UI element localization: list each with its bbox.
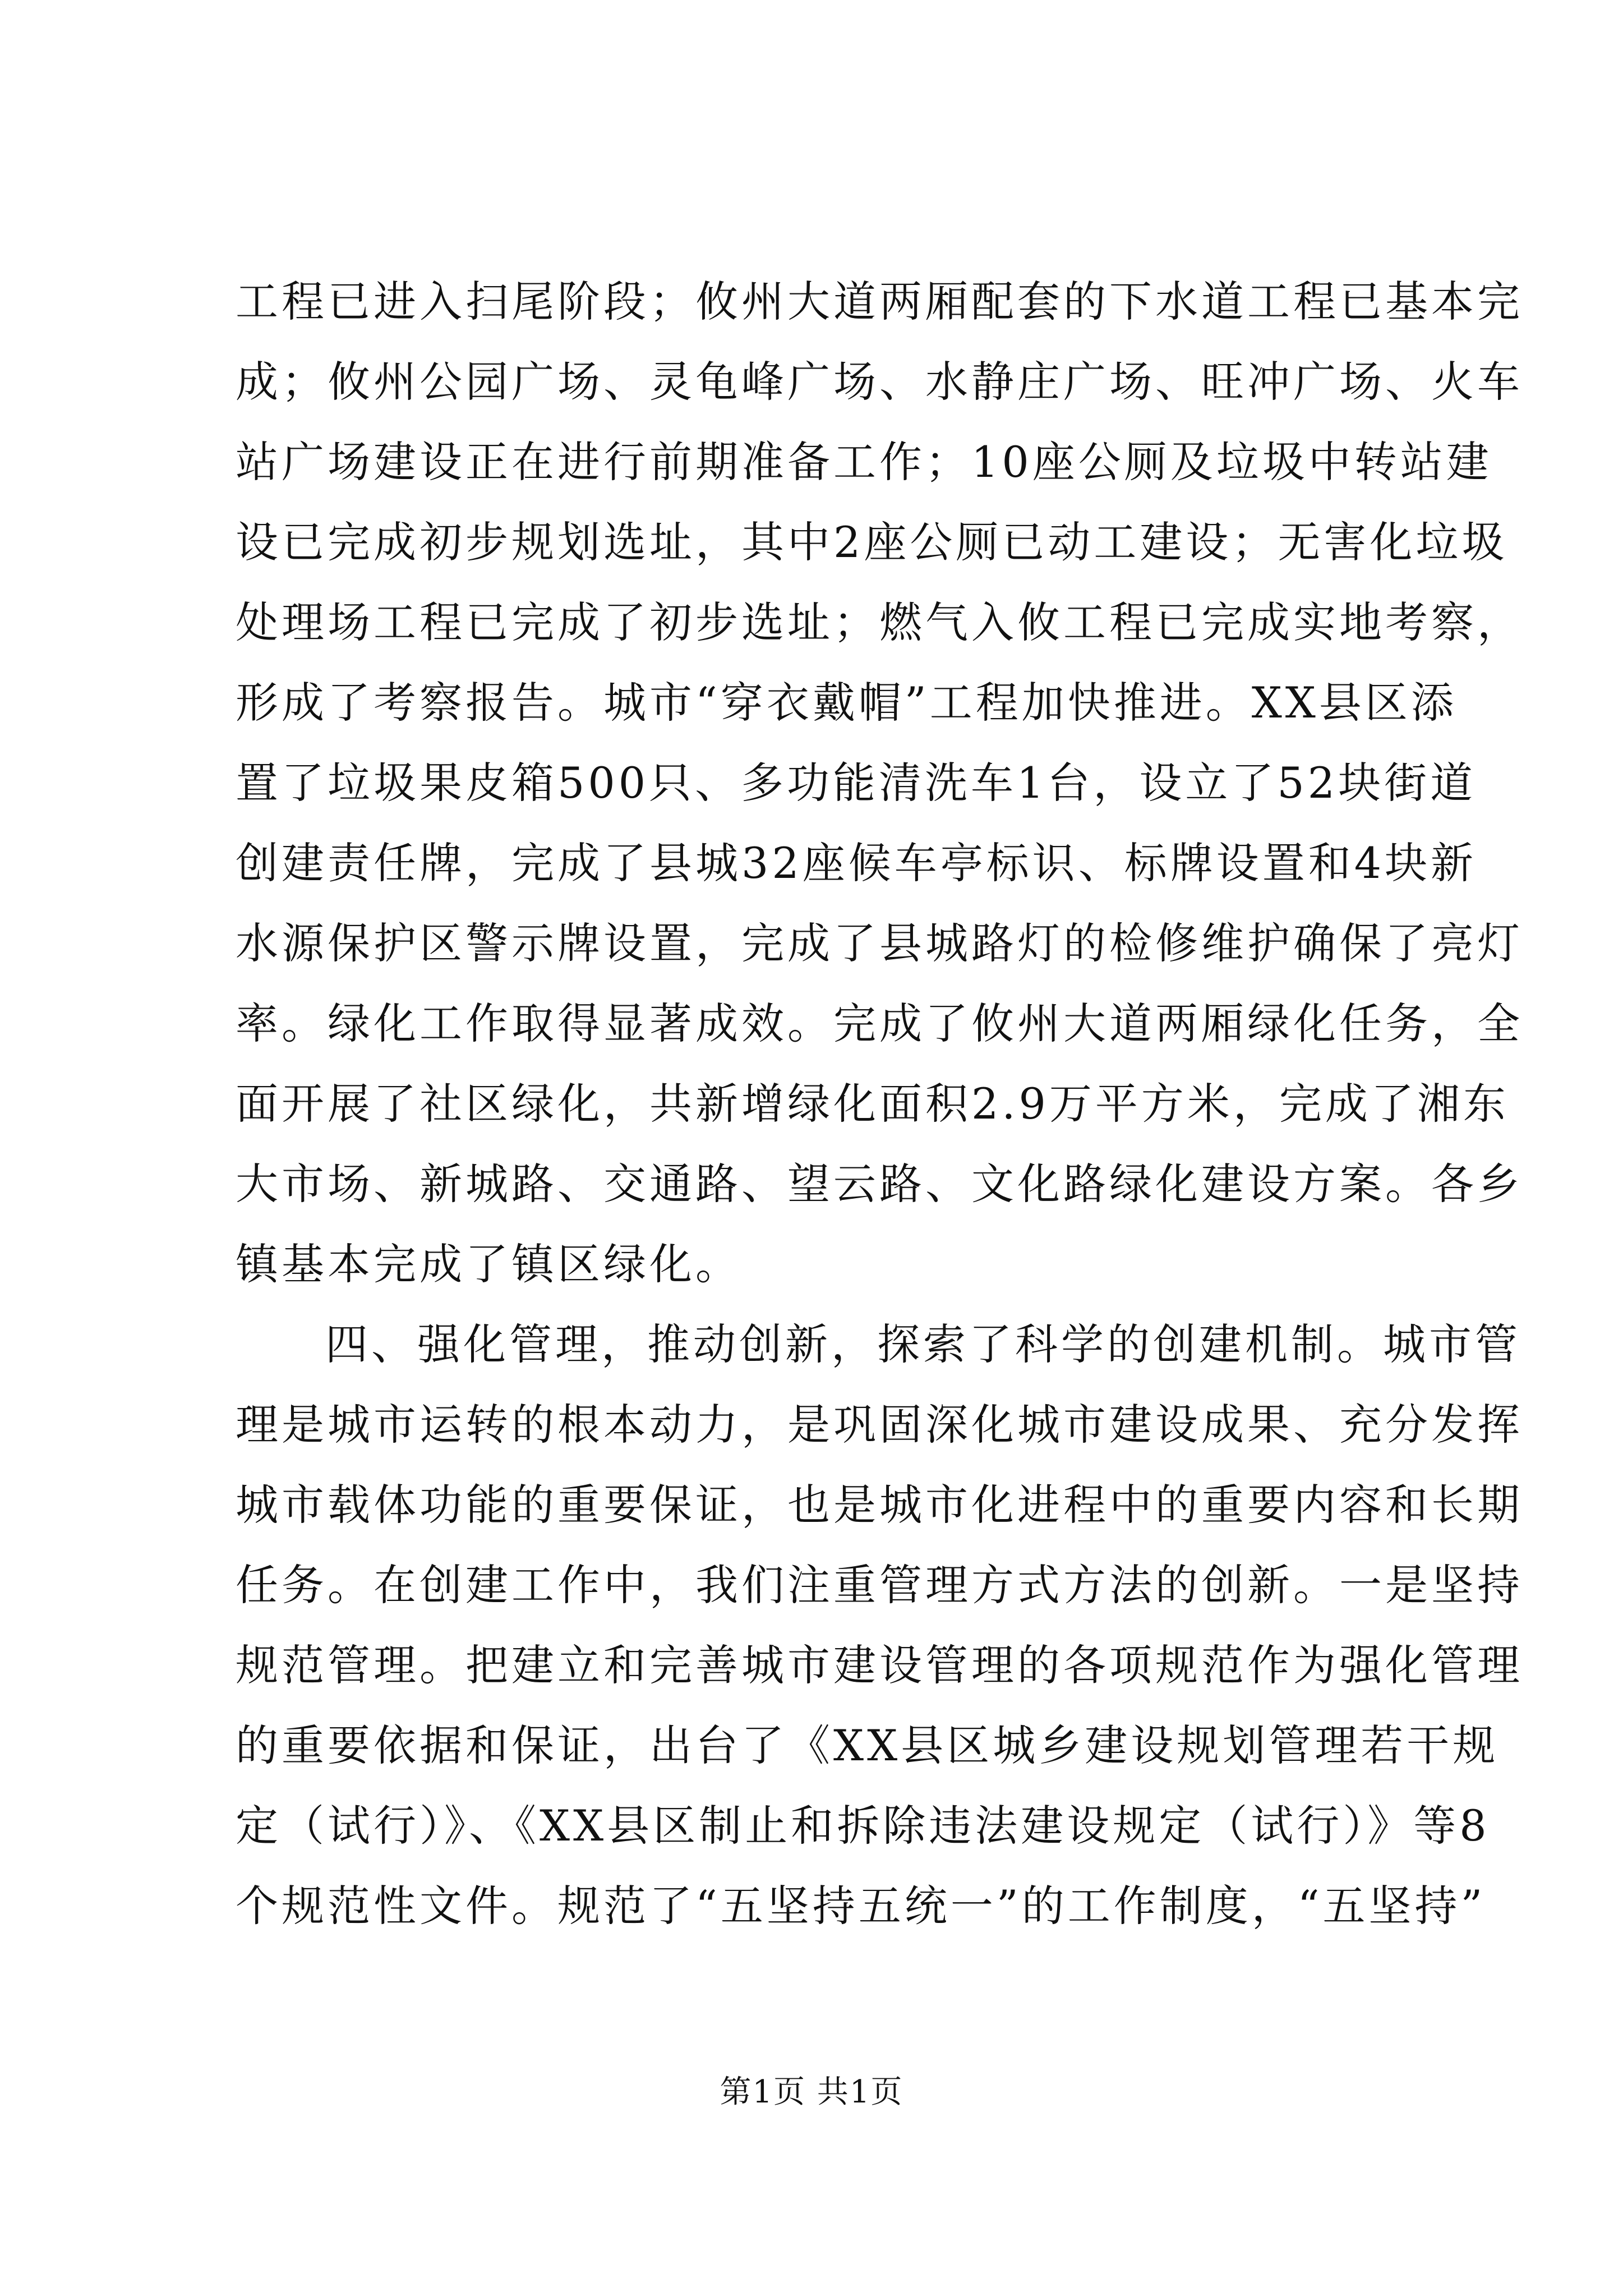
- text-line: 设已完成初步规划选址，其中2座公厕已动工建设；无害化垃圾: [236, 517, 1508, 567]
- text-line: 个规范性文件。规范了“五坚持五统一”的工作制度，“五坚持”: [236, 1881, 1486, 1931]
- text-line: 的重要依据和保证，出台了《XX县区城乡建设规划管理若干规: [236, 1720, 1499, 1770]
- text-line: 工程已进入扫尾阶段；攸州大道两厢配套的下水道工程已基本完: [236, 277, 1523, 326]
- text-line: 形成了考察报告。城市“穿衣戴帽”工程加快推进。XX县区添: [236, 678, 1457, 728]
- text-line: 理是城市运转的根本动力，是巩固深化城市建设成果、充分发挥: [236, 1400, 1523, 1450]
- text-line: 置了垃圾果皮箱500只、多功能清洗车1台，设立了52块街道: [236, 758, 1477, 808]
- text-line: 大市场、新城路、交通路、望云路、文化路绿化建设方案。各乡: [236, 1159, 1523, 1209]
- text-line: 站广场建设正在进行前期准备工作；10座公厕及垃圾中转站建: [236, 437, 1492, 487]
- text-line: 处理场工程已完成了初步选址；燃气入攸工程已完成实地考察，: [236, 597, 1523, 647]
- text-line: 成；攸州公园广场、灵龟峰广场、水静庄广场、旺冲广场、火车: [236, 357, 1523, 407]
- text-line: 定（试行）》、《XX县区制止和拆除违法建设规定（试行）》等8: [236, 1801, 1490, 1851]
- text-line: 城市载体功能的重要保证，也是城市化进程中的重要内容和长期: [236, 1480, 1523, 1530]
- text-line: 水源保护区警示牌设置，完成了县城路灯的检修维护确保了亮灯: [236, 918, 1523, 968]
- text-line: 任务。在创建工作中，我们注重管理方式方法的创新。一是坚持: [236, 1560, 1523, 1610]
- text-line: 面开展了社区绿化，共新增绿化面积2.9万平方米，完成了湘东: [236, 1079, 1509, 1129]
- document-body: [236, 261, 1523, 1946]
- page-number-footer: 第1页 共1页: [720, 2074, 903, 2110]
- text-line: 率。绿化工作取得显著成效。完成了攸州大道两厢绿化任务，全: [236, 999, 1523, 1048]
- paragraph-end-line: 镇基本完成了镇区绿化。: [236, 1239, 741, 1289]
- text-line: 创建责任牌，完成了县城32座候车亭标识、标牌设置和4块新: [236, 838, 1477, 888]
- paragraph-heading-line: 四、强化管理，推动创新，探索了科学的创建机制。城市管: [325, 1319, 1521, 1369]
- text-line: 规范管理。把建立和完善城市建设管理的各项规范作为强化管理: [236, 1640, 1523, 1690]
